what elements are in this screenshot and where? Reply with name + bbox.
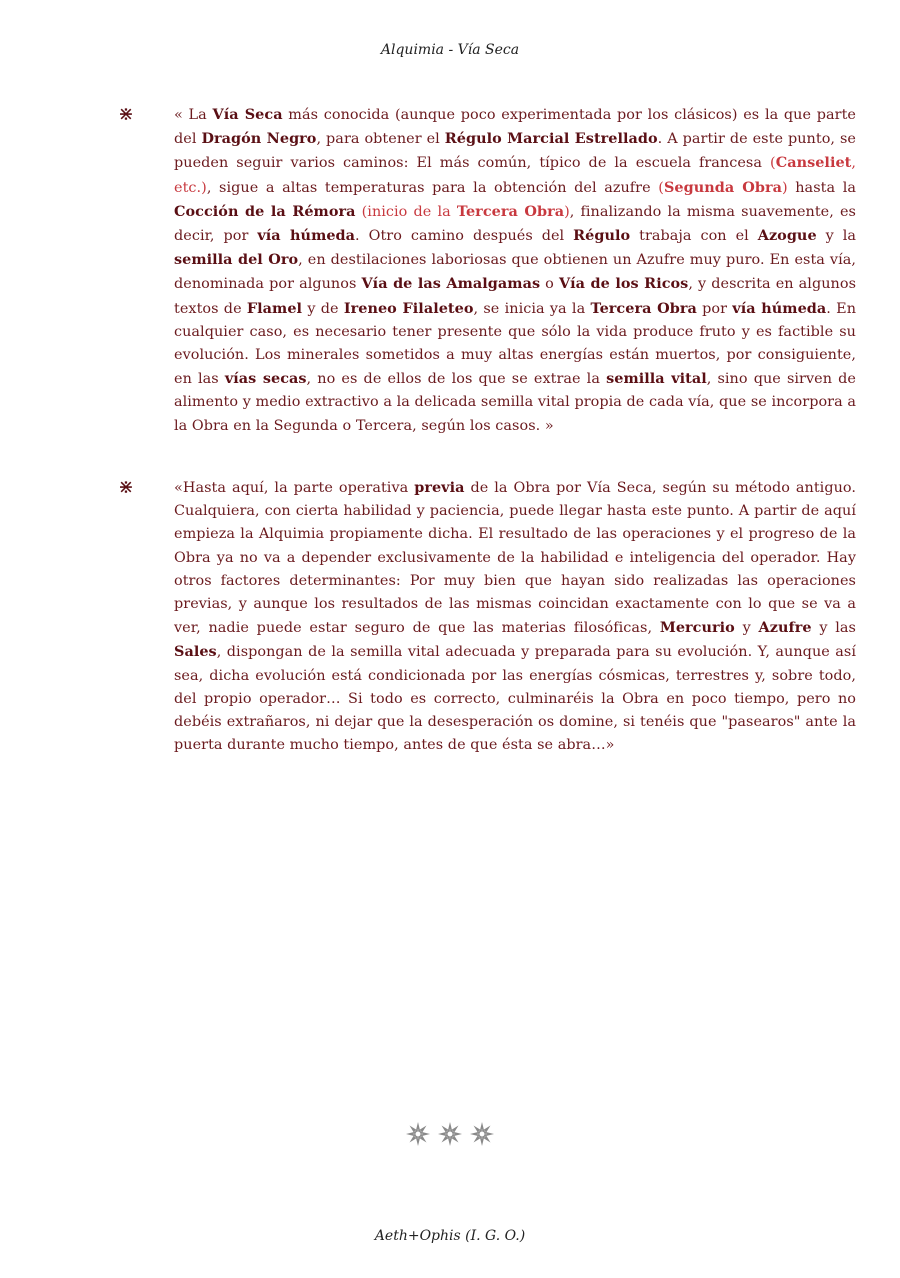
- keyword-bold: vías secas: [224, 370, 307, 388]
- text-run: o: [540, 276, 559, 293]
- red-text: ): [781, 179, 788, 196]
- keyword-bold: Flamel: [246, 299, 303, 317]
- text-run: y de: [302, 300, 344, 317]
- page-footer-signature: Aeth+Ophis (I. G. O.): [374, 1228, 526, 1244]
- keyword-bold: Sales: [174, 643, 217, 661]
- red-keyword: Segunda Obra: [663, 178, 782, 196]
- red-text: ): [564, 203, 570, 220]
- text-run: . A partir de este punto, se pueden seguir varios caminos: El más común, típico de la escuela francesa: [174, 131, 856, 172]
- keyword-bold: semilla vital: [606, 370, 707, 388]
- red-text: , etc.): [174, 155, 856, 196]
- keyword-bold: semilla del Oro: [174, 251, 299, 269]
- keyword-bold: Régulo Marcial Estrellado: [444, 130, 658, 148]
- text-run: y las: [811, 620, 856, 637]
- keyword-bold: Vía de los Ricos: [558, 275, 689, 293]
- keyword-bold: vía húmeda: [732, 299, 827, 317]
- text-run: trabaja con el: [630, 228, 758, 245]
- keyword-bold: Vía Seca: [212, 106, 283, 123]
- keyword-bold: Ireneo Filaleteo: [343, 299, 474, 317]
- keyword-bold: Vía de las Amalgamas: [361, 275, 541, 293]
- keyword-bold: Régulo: [573, 227, 631, 245]
- paragraph-text: [174, 476, 856, 757]
- text-run: de la Obra por Vía Seca, según su método antiguo. Cualquiera, con cierta habilidad y paciencia, puede llegar hasta este punto. A partir de aquí empieza la Alquimia propiamente dicha. El resultado de las operaciones y el progreso de la Obra ya no va a depender exclusivamente de la habilidad e inteligencia del operador. Hay otros factores determinantes: Por muy bien que hayan sido realizadas las operaciones previas, y aunque los resultados de las mismas coincidan exactamente con lo que se va a ver, nadie puede estar seguro de que las materias filosóficas,: [174, 480, 856, 637]
- section-ornament: [0, 1120, 900, 1148]
- text-run: , sigue a altas temperaturas para la obtención del azufre: [206, 179, 659, 196]
- text-run: , dispongan de la semilla vital adecuada y preparada para su evolución. Y, aunque así sea, dicha evolución está condicionada por las energías cósmicas, terrestres y, sobre todo, del propio operador… Si todo es correcto, culminaréis la Obra en poco tiempo, pero no debéis extrañaros, ni dejar que la desesperación os domine, si tenéis que "pasearos" ante la puerta durante mucho tiempo, antes de que ésta se abra…»: [174, 644, 856, 754]
- keyword-bold: previa: [414, 479, 465, 496]
- text-run: y: [734, 620, 759, 637]
- keyword-bold: Azufre: [758, 619, 812, 637]
- keyword-bold: Dragón Negro: [201, 130, 317, 148]
- text-run: , finalizando la misma suavemente, es decir, por: [174, 203, 856, 245]
- paragraph-text: [174, 103, 856, 438]
- text-run: . Otro camino después del: [355, 228, 574, 245]
- red-keyword: Tercera Obra: [456, 202, 565, 220]
- keyword-bold: Mercurio: [659, 619, 735, 637]
- red-text: (inicio de la: [361, 203, 457, 220]
- text-run: , se inicia ya la: [473, 300, 591, 317]
- text-run: , para obtener el: [316, 131, 445, 148]
- text-run: , en destilaciones laboriosas que obtienen un Azufre muy puro. En esta vía, denominada por algunos: [174, 252, 856, 293]
- text-run: hasta la: [787, 179, 856, 196]
- text-run: por: [696, 300, 733, 317]
- text-run: «Hasta aquí, la parte operativa: [174, 480, 415, 496]
- red-text: (: [658, 179, 664, 196]
- text-run: « La: [174, 107, 213, 123]
- keyword-bold: vía húmeda: [257, 227, 356, 245]
- text-run: , y descrita en algunos textos de: [174, 276, 857, 317]
- bullet-icon: ⋇: [118, 103, 134, 125]
- bullet-icon: ⋇: [118, 476, 134, 498]
- eight-point-star-icon: [468, 1120, 496, 1148]
- page-header: Alquimia - Vía Seca: [380, 42, 520, 58]
- eight-point-star-icon: [404, 1120, 432, 1148]
- text-run: y la: [816, 228, 857, 245]
- red-keyword: Canseliet: [775, 154, 852, 172]
- keyword-bold: Azogue: [757, 227, 817, 245]
- keyword-bold: Cocción de la Rémora: [174, 202, 356, 220]
- keyword-bold: Tercera Obra: [590, 299, 697, 317]
- red-text: (: [770, 155, 776, 172]
- text-run: . En cualquier caso, es necesario tener presente que sólo la vida produce fruto y es factible su evolución. Los minerales sometidos a muy altas energías están muertos, por consiguiente, en las: [174, 300, 857, 388]
- text-run: más conocida (aunque poco experimentada por los clásicos) es la que parte del: [174, 107, 856, 148]
- text-run: , sino que sirven de alimento y medio extractivo a la delicada semilla vital propia de cada vía, que se incorpora a la Obra en la Segunda o Tercera, según los casos. »: [174, 371, 856, 434]
- eight-point-star-icon: [436, 1120, 464, 1148]
- text-run: , no es de ellos de los que se extrae la: [306, 371, 607, 388]
